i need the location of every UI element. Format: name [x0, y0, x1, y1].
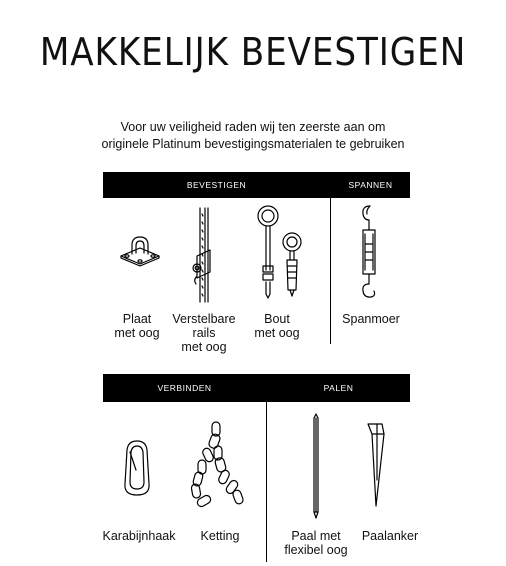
label-karabijnhaak: Karabijnhaak: [102, 529, 176, 543]
eye-bolt-icon: [254, 204, 304, 300]
label-spanmoer: Spanmoer: [342, 312, 400, 326]
label-plaat: Plaat met oog: [114, 312, 160, 340]
label-bout: Bout met oog: [254, 312, 300, 340]
label-paal: Paal met flexibel oog: [284, 529, 348, 557]
carabiner-icon: [120, 438, 154, 498]
eye-plate-icon: [115, 234, 165, 270]
adjustable-rail-icon: [188, 206, 218, 306]
section-spannen-header: SPANNEN: [331, 172, 410, 198]
turnbuckle-icon: [354, 204, 384, 300]
section-verbinden-header: VERBINDEN: [103, 374, 266, 402]
divider-verbinden-palen: [266, 374, 267, 562]
divider-bevestigen-spannen: [330, 172, 331, 344]
page-title: MAKKELIJK BEVESTIGEN: [39, 30, 467, 74]
pole-icon: [306, 412, 326, 522]
intro-text: [60, 119, 446, 153]
ground-anchor-icon: [362, 420, 392, 508]
label-rails: Verstelbare rails met oog: [172, 312, 236, 354]
intro-line-2: originele Platinum bevestigingsmaterialen te gebruiken: [101, 137, 405, 151]
label-paalanker: Paalanker: [361, 529, 419, 543]
intro-line-1: Voor uw veiligheid raden wij ten zeerste aan om: [120, 120, 386, 134]
section-bevestigen-header: BEVESTIGEN: [103, 172, 330, 198]
section-palen-header: PALEN: [267, 374, 410, 402]
label-ketting: Ketting: [200, 529, 240, 543]
chain-icon: [186, 420, 250, 512]
